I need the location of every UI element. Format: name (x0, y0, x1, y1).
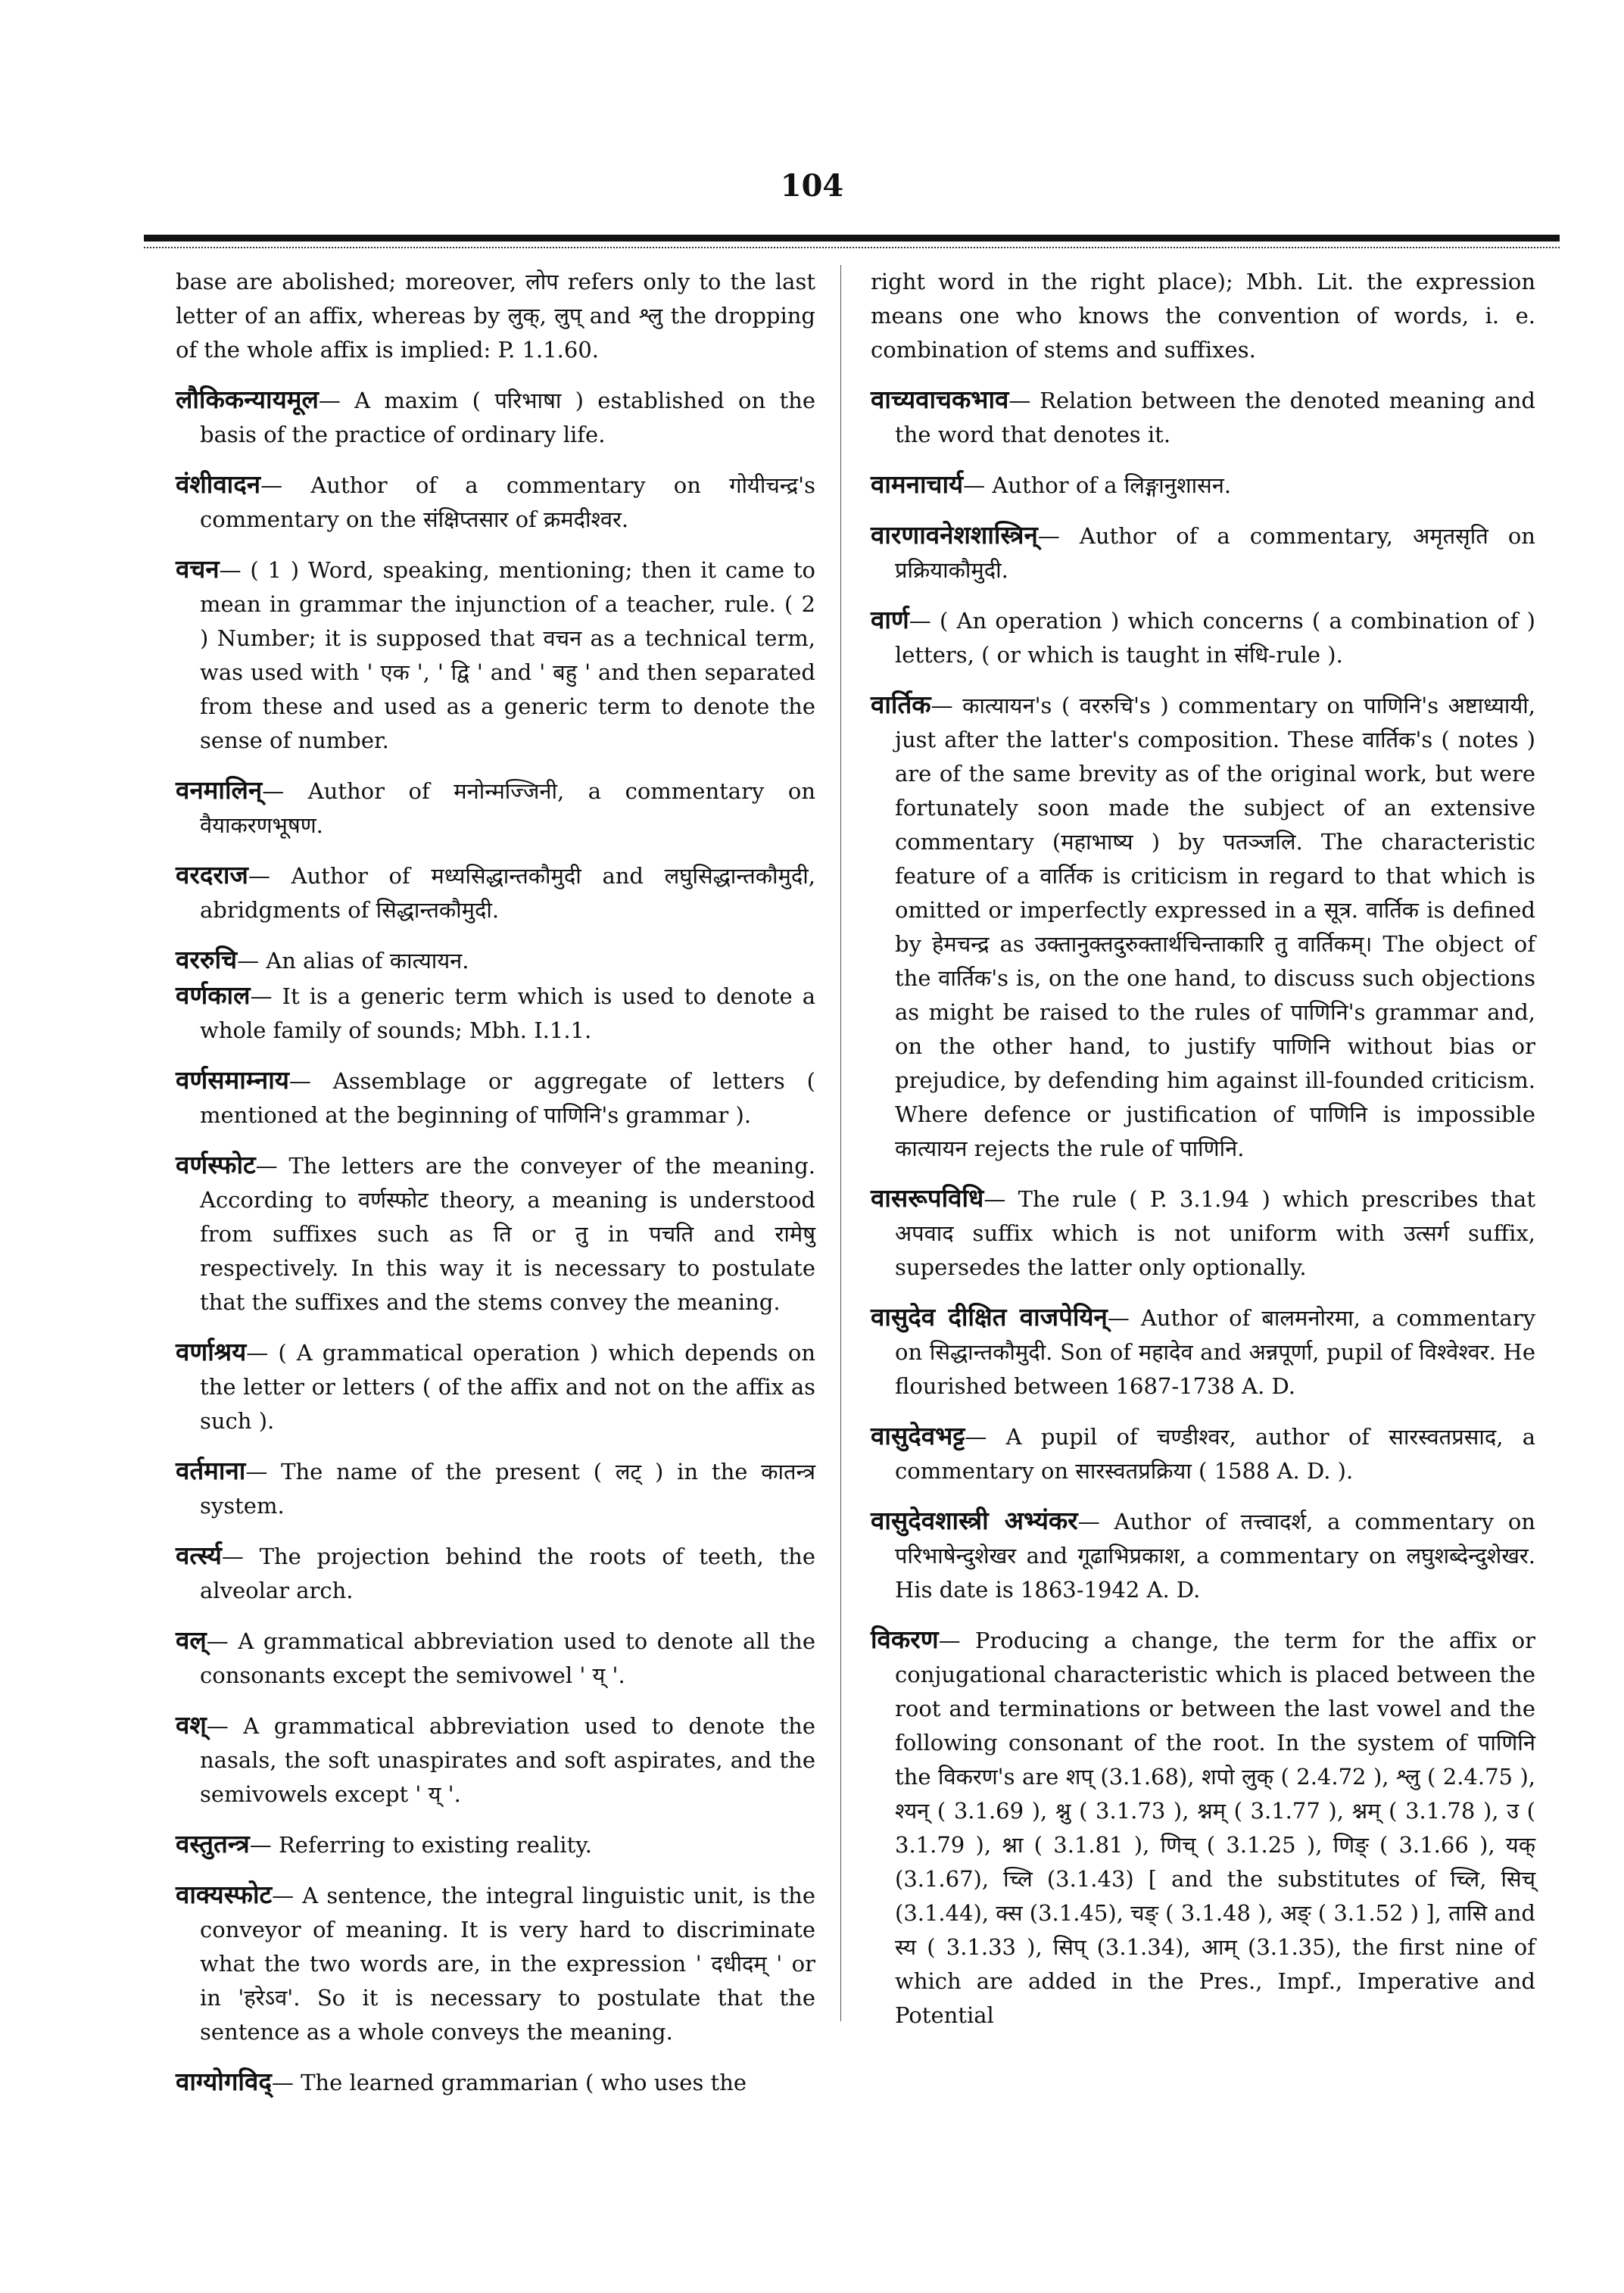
entry-definition: — Producing a change, the term for the affix or conjugational characteristic which is placed between the root and terminations or between the last vowel and the following consonant of the root. In the system of पाणिनि the विकरण's are शप् (3.1.68), शपो लुक् ( 2.4.72 ), श्लु ( 2.4.75 ), श्यन् ( 3.1.69 ), श्नु ( 3.1.73 ), श्नम् ( 3.1.77 ), श्नम् ( 3.1.78 ), उ ( 3.1.79 ), श्ना ( 3.1.81 ), णिच् ( 3.1.25 ), णिङ् ( 3.1.66 ), यक् (3.1.67), च्लि (3.1.43) [ and the substitutes of च्लि, सिच् (3.1.44), क्स (3.1.45), चङ् ( 3.1.48 ), अङ् ( 3.1.52 ) ], तासि and स्य ( 3.1.33 ), सिप् (3.1.34), आम् (3.1.35), the first nine of which are added in the Pres., Impf., Imperative and Potential (895, 1628, 1535, 2028)
dictionary-entry (871, 603, 1535, 672)
entry-headword: वाग्योगविद् (176, 2067, 272, 2096)
dictionary-entry (176, 1063, 815, 1132)
dictionary-entry (176, 2064, 815, 2100)
entry-definition: — A maxim ( परिभाषा ) established on the basis of the practice of ordinary life. (200, 388, 815, 447)
entry-headword: वचन (176, 554, 220, 584)
entry-definition: — A sentence, the integral linguistic unit, is the conveyor of meaning. It is very hard to discriminate what the two words are, in the expression ' दधीदम् ' or in 'हरेऽव'. So it is necessary to postulate that the sentence as a whole conveys the meaning. (200, 1883, 815, 2045)
dictionary-entry (871, 1300, 1535, 1404)
entry-headword: वारणावनेशशास्त्रिन् (871, 520, 1038, 550)
dictionary-entry (176, 858, 815, 927)
dictionary-entry (176, 1708, 815, 1812)
entry-continuation: right word in the right place); Mbh. Lit. the expression means one who knows the convention of words, i. e. combination of stems and suffixes. (871, 269, 1535, 363)
dictionary-entry (871, 467, 1535, 503)
entry-headword: वार्ण (871, 605, 909, 634)
dictionary-entry (871, 518, 1535, 587)
entry-headword: वस्तुतन्त्र (176, 1829, 250, 1858)
entry-headword: विकरण (871, 1625, 939, 1654)
entry-definition: — Author of बालमनोरमा, a commentary on सिद्धान्तकौमुदी. Son of महादेव and अन्नपूर्णा, pupil of विश्वेश्वर. He flourished between 1687-1738 A. D. (895, 1305, 1535, 1399)
dictionary-entry (176, 773, 815, 843)
entry-definition: — ( A grammatical operation ) which depends on the letter or letters ( of the affix and not on the affix as such ). (200, 1340, 815, 1434)
entry-definition: — An alias of कात्यायन. (237, 948, 469, 974)
entry-headword: वंशीवादन (176, 469, 261, 499)
dictionary-entry (871, 1622, 1535, 2033)
left-column (176, 265, 815, 2115)
entry-continuation: base are abolished; moreover, लोप refers only to the last letter of an affix, whereas by लुक्, लुप् and श्लु the dropping of the whole affix is implied: P. 1.1.60. (176, 269, 815, 363)
entry-headword: वासुदेवभट्ट (871, 1421, 965, 1450)
entry-headword: वश् (176, 1710, 207, 1740)
entry-definition: — The projection behind the roots of teeth, the alveolar arch. (200, 1544, 815, 1603)
column-divider (840, 265, 841, 2021)
dictionary-entry (176, 1538, 815, 1608)
entry-definition: — The learned grammarian ( who uses the (271, 2070, 747, 2095)
entry-definition: — A pupil of चण्डीश्वर, author of सारस्वतप्रसाद, a commentary on सारस्वतप्रक्रिया ( 1588 A. D. ). (895, 1424, 1535, 1484)
entry-headword: वासुदेव दीक्षित वाजपेयिन् (871, 1302, 1108, 1332)
entry-definition: — Relation between the denoted meaning and the word that denotes it. (895, 388, 1535, 447)
entry-definition: — Author of मनोन्मज्जिनी, a commentary on वैयाकरणभूषण. (200, 778, 815, 838)
dictionary-entry (871, 687, 1535, 1166)
entry-definition: — A grammatical abbreviation used to denote the nasals, the soft unaspirates and soft aspirates, and the semivowels except ' य् '. (200, 1713, 815, 1807)
dictionary-entry (176, 1453, 815, 1523)
dictionary-entry (871, 1181, 1535, 1285)
entry-headword: वासुदेवशास्त्री अभ्यंकर (871, 1506, 1078, 1535)
entry-headword: वररुचि (176, 945, 238, 974)
entry-definition: — The name of the present ( लट् ) in the कातन्त्र system. (200, 1459, 815, 1519)
entry-headword: वनमालिन् (176, 775, 263, 805)
dictionary-entry (176, 382, 815, 452)
dictionary-entry (176, 978, 815, 1048)
entry-headword: वाच्यवाचकभाव (871, 385, 1009, 414)
entry-headword: वल् (176, 1625, 207, 1655)
entry-headword: वामनाचार्य (871, 469, 964, 499)
entry-definition: — Assemblage or aggregate of letters ( mentioned at the beginning of पाणिनि's grammar ). (200, 1068, 815, 1128)
dictionary-entry (176, 552, 815, 758)
entry-headword: वर्णाश्रय (176, 1337, 247, 1366)
entry-headword: वरदराज (176, 860, 248, 889)
dictionary-entry (176, 467, 815, 537)
dictionary-entry (871, 382, 1535, 452)
entry-headword: वर्त्स्य (176, 1541, 222, 1570)
entry-headword: वासरूपविधि (871, 1183, 984, 1213)
dictionary-entry (176, 942, 815, 978)
dictionary-entry (871, 1419, 1535, 1488)
dictionary-entry (176, 1335, 815, 1438)
entry-definition: — ( An operation ) which concerns ( a combination of ) letters, ( or which is taught in संधि-rule ). (895, 608, 1535, 668)
entry-headword: वाक्यस्फोट (176, 1880, 273, 1909)
dictionary-entry (871, 1503, 1535, 1607)
header-dotted-rule (144, 247, 1560, 250)
entry-headword: वार्तिक (871, 690, 931, 719)
entry-headword: लौकिकन्यायमूल (176, 385, 319, 414)
entry-headword: वर्णकाल (176, 980, 251, 1010)
dictionary-entry (176, 1623, 815, 1693)
dictionary-entry (176, 1877, 815, 2049)
entry-definition: — A grammatical abbreviation used to denote all the consonants except the semivowel ' य् '. (200, 1628, 815, 1688)
dictionary-entry (176, 1827, 815, 1862)
entry-definition: — Author of a commentary, अमृतसृति on प्रक्रियाकौमुदी. (895, 523, 1535, 583)
entry-definition: — It is a generic term which is used to denote a whole family of sounds; Mbh. I.1.1. (200, 983, 815, 1043)
entry-headword: वर्तमाना (176, 1456, 246, 1485)
header-rule (144, 235, 1560, 241)
page-number: 104 (780, 168, 844, 204)
entry-definition: — Referring to existing reality. (249, 1832, 592, 1858)
entry-headword: वर्णस्फोट (176, 1150, 256, 1179)
entry-definition: — Author of मध्यसिद्धान्तकौमुदी and लघुसिद्धान्तकौमुदी, abridgments of सिद्धान्तकौमुदी. (200, 863, 815, 923)
right-column (871, 265, 1535, 2048)
entry-definition: — The rule ( P. 3.1.94 ) which prescribes that अपवाद suffix which is not uniform with उत्सर्ग suffix, supersedes the latter only optionally. (895, 1186, 1535, 1280)
dictionary-entry (176, 1148, 815, 1319)
entry-headword: वर्णसमाम्नाय (176, 1065, 289, 1095)
entry-definition: — ( 1 ) Word, speaking, mentioning; then it came to mean in grammar the injunction of a teacher, rule. ( 2 ) Number; it is supposed that वचन as a technical term, was used with ' एक ', ' द्वि ' and ' बहु ' and then separated from these and used as a generic term to denote the sense of number. (200, 557, 815, 753)
entry-definition: — कात्यायन's ( वररुचि's ) commentary on पाणिनि's अष्टाध्यायी, just after the latter's composition. These वार्तिक's ( notes ) are of the same brevity as of the original work, but were fortunately soon made the subject of an extensive commentary (महाभाष्य ) by पतञ्जलि. The characteristic feature of a वार्तिक is criticism in regard to that which is omitted or imperfectly expressed in a सूत्र. वार्तिक is defined by हेमचन्द्र as उक्तानुक्तदुरुक्तार्थचिन्ताकारि तु वार्तिकम्। The object of the वार्तिक's is, on the one hand, to discuss such objections as might be raised to the rules of पाणिनि's grammar and, on the other hand, to justify पाणिनि without bias or prejudice, by defending him against ill-founded criticism. Where defence or justification of पाणिनि is impossible कात्यायन rejects the rule of पाणिनि. (895, 693, 1535, 1161)
entry-definition: — Author of a commentary on गोयीचन्द्र's commentary on the संक्षिप्तसार of क्रमदीश्वर. (200, 472, 815, 532)
entry-definition: — Author of तत्त्वादर्श, a commentary on परिभाषेन्दुशेखर and गूढाभिप्रकाश, a commentary on लघुशब्देन्दुशेखर. His date is 1863-1942 A. D. (895, 1509, 1535, 1603)
entry-definition: — Author of a लिङ्गानुशासन. (963, 472, 1232, 498)
entry-definition: — The letters are the conveyer of the meaning. According to वर्णस्फोट theory, a meaning is understood from suffixes such as ति or तु in पचति and रामेषु respectively. In this way it is necessary to postulate that the suffixes and the stems convey the meaning. (200, 1153, 815, 1315)
